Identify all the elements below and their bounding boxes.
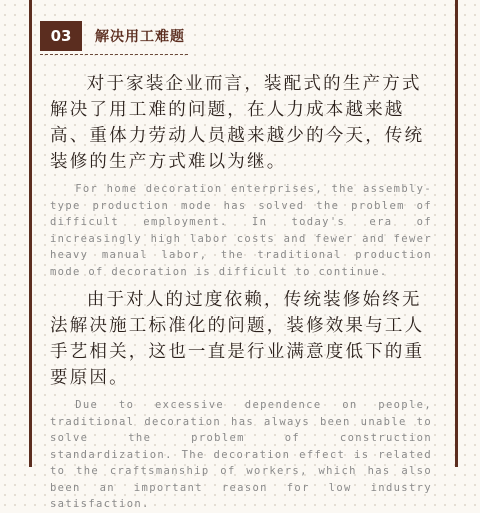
paragraph-2-chinese: 由于对人的过度依赖，传统装修始终无法解决施工标准化的问题，装修效果与工人手艺相关，这也一直是行业满意度低下的重要原因。	[50, 290, 425, 388]
right-border-line	[455, 0, 458, 467]
paragraph-1-english: For home decoration enterprises, the assembly-type production mode has solved the problem of difficult employment. In today's era of increasingly high labor costs and fewer and fewer heavy manual labor, the traditional production mode of decoration is difficult to continue.	[50, 183, 432, 278]
paragraph-2-english: Due to excessive dependence on people, traditional decoration has always been unable to solve the problem of construction standardization. The decoration effect is related to the craftsmanship of workers, which has also been an important reason for low industry satisfaction.	[50, 399, 432, 510]
header-dashed-divider	[40, 54, 188, 55]
section-number-badge: 03	[40, 21, 82, 51]
section-header	[40, 21, 185, 51]
left-border-line	[29, 0, 32, 467]
section-title: 解决用工难题	[95, 29, 185, 45]
paragraph-block-1	[50, 71, 432, 280]
paragraph-1-chinese: 对于家装企业而言，装配式的生产方式解决了用工难的问题，在人力成本越来越高、重体力劳动人员越来越少的今天，传统装修的生产方式难以为继。	[50, 74, 425, 172]
paragraph-block-2	[50, 287, 432, 513]
